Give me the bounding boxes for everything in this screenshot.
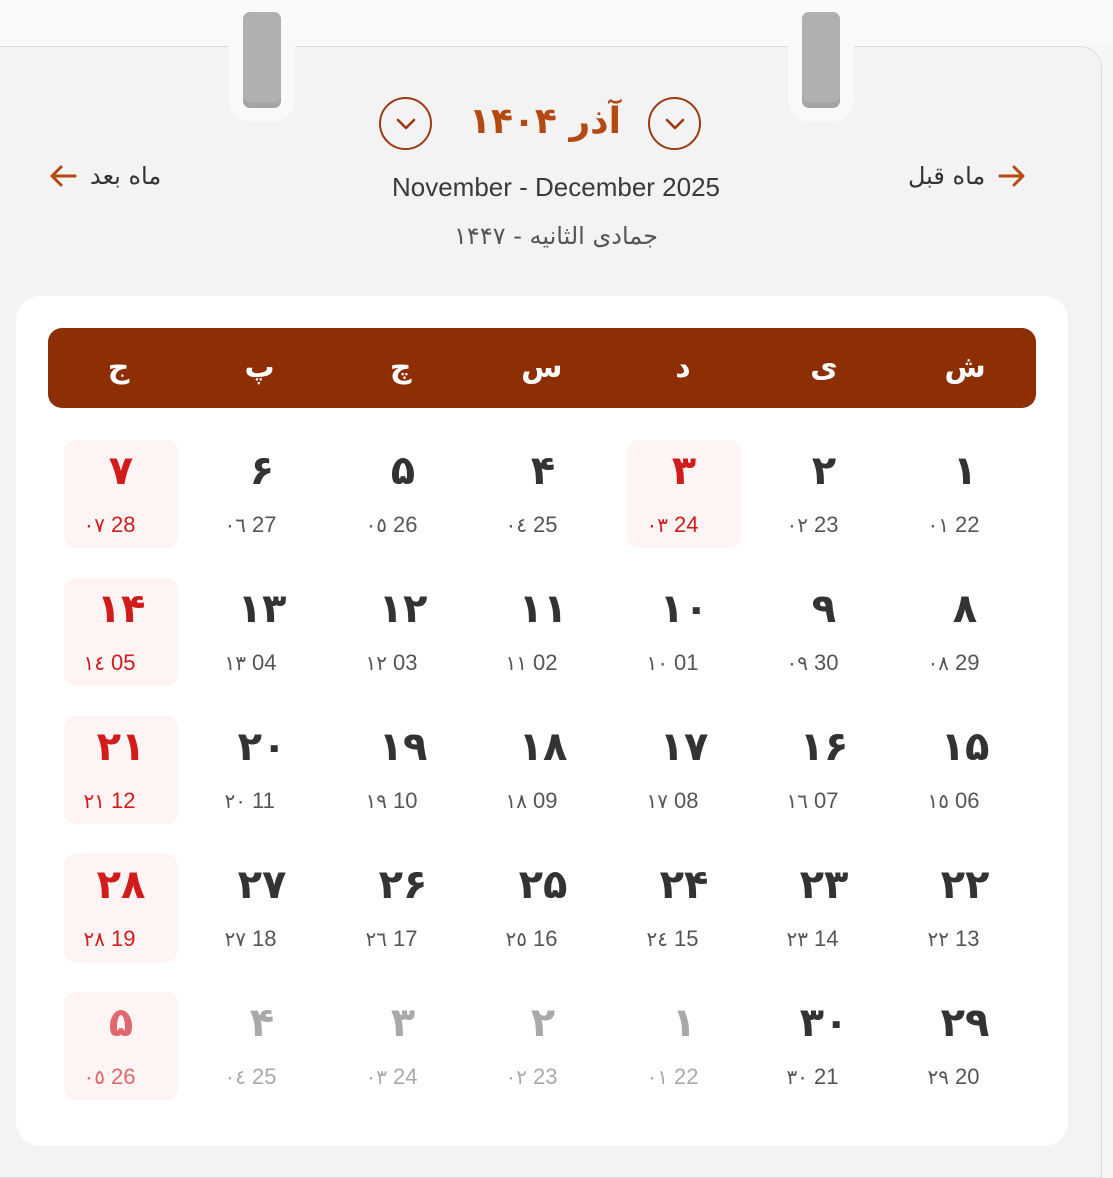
day-cell[interactable] [486,440,600,548]
day-number: ۲ [811,448,837,494]
gregorian-date: 25 [252,1064,277,1089]
day-number: ۴ [249,1000,275,1046]
weekday-label: د [675,350,691,385]
weekday-label: ی [810,350,838,385]
day-cell[interactable] [64,578,178,686]
weekday-label: ش [944,350,986,385]
day-cell[interactable] [205,440,319,548]
day-cell[interactable] [767,992,881,1100]
hijri-date: ۲۹ [927,1065,949,1089]
day-number: ۷ [108,448,134,494]
gregorian-date: 02 [533,650,558,675]
gregorian-date: 20 [955,1064,980,1089]
hijri-date: ۰٤ [224,1065,246,1089]
hijri-date: ۲۸ [83,927,105,951]
hijri-date: ۳۰ [786,1065,808,1089]
day-number: ۳ [671,448,697,494]
day-number: ۱۷ [659,724,709,770]
arrow-left-icon [48,164,78,188]
hijri-date: ۱۸ [505,789,527,813]
hijri-date: ۰۱ [927,513,949,537]
chevron-down-icon [395,117,417,131]
gregorian-date: 21 [814,1064,839,1089]
gregorian-date: 24 [393,1064,418,1089]
top-strip [0,0,1113,46]
gregorian-date: 03 [393,650,418,675]
day-number: ۲۰ [237,724,287,770]
day-number: ۵ [108,1000,134,1046]
gregorian-date: 06 [955,788,980,813]
hijri-date: ۲٤ [646,927,668,951]
chevron-down-icon [664,117,686,131]
hijri-date: ۱٥ [927,789,949,813]
day-number: ۲۸ [96,862,146,908]
day-cell[interactable] [908,440,1022,548]
weekday-label: چ [389,350,412,385]
day-number: ۵ [390,448,416,494]
hijri-date: ۰٤ [505,513,527,537]
hijri-date: ۰۲ [505,1065,527,1089]
month-title: آذر ۱۴۰۴ [469,101,621,142]
weekday-label: ج [107,350,130,385]
day-cell[interactable] [767,854,881,962]
day-cell[interactable] [486,716,600,824]
day-cell[interactable] [205,854,319,962]
day-cell[interactable] [627,992,741,1100]
gregorian-date: 05 [111,650,136,675]
day-number: ۲ [530,1000,556,1046]
day-cell[interactable] [346,992,460,1100]
hijri-date: ۰۳ [646,513,668,537]
day-number: ۲۱ [96,724,146,770]
hijri-date: ۰۷ [83,513,105,537]
hijri-date: ۱٦ [786,789,808,813]
gregorian-date: 14 [814,926,839,951]
hijri-date: ۰۱ [646,1065,668,1089]
day-number: ۱۲ [378,586,428,632]
gregorian-date: 11 [252,788,275,813]
weekday-label: پ [244,350,275,385]
hijri-date: ۱۳ [224,651,246,675]
day-number: ۱۸ [518,724,568,770]
hijri-date: ۲۳ [786,927,808,951]
day-number: ۱۹ [378,724,428,770]
gregorian-date: 24 [674,512,699,537]
day-cell[interactable] [627,440,741,548]
day-cell[interactable] [64,992,178,1100]
day-number: ۱ [671,1000,697,1046]
gregorian-date: 22 [955,512,980,537]
day-cell[interactable] [346,716,460,824]
gregorian-date: 17 [393,926,418,951]
gregorian-date: 09 [533,788,558,813]
gregorian-date: 25 [533,512,558,537]
hijri-date: ۱۰ [646,651,668,675]
day-number: ۲۵ [518,862,568,908]
day-number: ۳۰ [799,1000,849,1046]
day-cell[interactable] [627,854,741,962]
gregorian-date: 18 [252,926,277,951]
hijri-date: ۲٥ [505,927,527,951]
day-number: ۱۳ [237,586,287,632]
arrow-right-icon [997,164,1027,188]
gregorian-date: 23 [533,1064,558,1089]
gregorian-date: 27 [252,512,277,537]
day-number: ۹ [811,586,837,632]
gregorian-date: 16 [533,926,558,951]
gregorian-date: 26 [393,512,418,537]
hijri-date: ۱٤ [83,651,105,675]
next-month-button[interactable] [48,162,161,190]
next-month-label: ماه بعد [90,162,162,190]
weekday-label: س [521,350,563,385]
day-number: ۳ [390,1000,416,1046]
day-cell[interactable] [64,854,178,962]
hijri-date: ۲۷ [224,927,246,951]
day-number: ۲۶ [378,862,428,908]
year-dropdown-button[interactable] [379,97,432,150]
day-number: ۶ [249,448,275,494]
gregorian-date: 12 [111,788,136,813]
day-cell[interactable] [486,854,600,962]
day-number: ۱۴ [96,586,146,632]
hijri-date: ۲٦ [365,927,387,951]
day-cell[interactable] [64,440,178,548]
month-dropdown-button[interactable] [648,97,701,150]
weekday-header [48,328,1036,408]
day-cell[interactable] [767,578,881,686]
binder-ring-left [243,12,281,108]
day-number: ۲۷ [237,862,287,908]
day-cell[interactable] [627,716,741,824]
gregorian-date: 01 [674,650,699,675]
gregorian-date: 29 [955,650,980,675]
gregorian-date: 28 [111,512,136,537]
hijri-date: ۰۸ [927,651,949,675]
gregorian-date: 04 [252,650,277,675]
day-number: ۲۳ [799,862,849,908]
day-cell[interactable] [486,992,600,1100]
gregorian-date: 19 [111,926,136,951]
hijri-date: ۰۳ [365,1065,387,1089]
gregorian-date: 07 [814,788,839,813]
day-number: ۲۹ [940,1000,990,1046]
prev-month-button[interactable] [908,162,1027,190]
gregorian-range: November - December 2025 [391,172,721,202]
gregorian-date: 15 [674,926,699,951]
day-number: ۱ [952,448,978,494]
hijri-date: ۰۲ [786,513,808,537]
day-number: ۸ [952,586,978,632]
hijri-date: ۲۰ [224,789,246,813]
gregorian-date: 22 [674,1064,699,1089]
day-cell[interactable] [346,440,460,548]
binder-ring-right [802,12,840,108]
hijri-date: ۰۹ [786,651,808,675]
hijri-date: ۰٥ [83,1065,105,1089]
day-cell[interactable] [908,716,1022,824]
hijri-date: ۲۲ [927,927,949,951]
day-number: ۱۵ [940,724,990,770]
day-number: ۴ [530,448,556,494]
gregorian-date: 23 [814,512,839,537]
hijri-date: ۱۹ [365,789,387,813]
day-cell[interactable] [908,854,1022,962]
hijri-date: ۰٦ [224,513,246,537]
day-cell[interactable] [908,578,1022,686]
day-number: ۱۰ [659,586,709,632]
gregorian-date: 13 [955,926,980,951]
gregorian-date: 10 [393,788,418,813]
day-number: ۱۶ [799,724,849,770]
day-cell[interactable] [767,716,881,824]
hijri-date: ۱۱ [505,651,527,675]
day-cell[interactable] [627,578,741,686]
day-cell[interactable] [767,440,881,548]
day-number: ۱۱ [518,586,568,632]
day-number: ۲۴ [659,862,709,908]
day-cell[interactable] [64,716,178,824]
hijri-date: ۱۷ [646,789,668,813]
day-cell[interactable] [346,578,460,686]
day-cell[interactable] [205,716,319,824]
day-cell[interactable] [205,578,319,686]
day-cell[interactable] [346,854,460,962]
day-cell[interactable] [908,992,1022,1100]
prev-month-label: ماه قبل [908,162,986,190]
gregorian-date: 08 [674,788,699,813]
day-cell[interactable] [205,992,319,1100]
hijri-month: جمادی الثانیه - ۱۴۴۷ [454,222,658,250]
hijri-date: ۰٥ [365,513,387,537]
day-number: ۲۲ [940,862,990,908]
gregorian-date: 30 [814,650,839,675]
gregorian-date: 26 [111,1064,136,1089]
hijri-date: ۱۲ [365,651,387,675]
day-cell[interactable] [486,578,600,686]
hijri-date: ۲۱ [83,789,105,813]
